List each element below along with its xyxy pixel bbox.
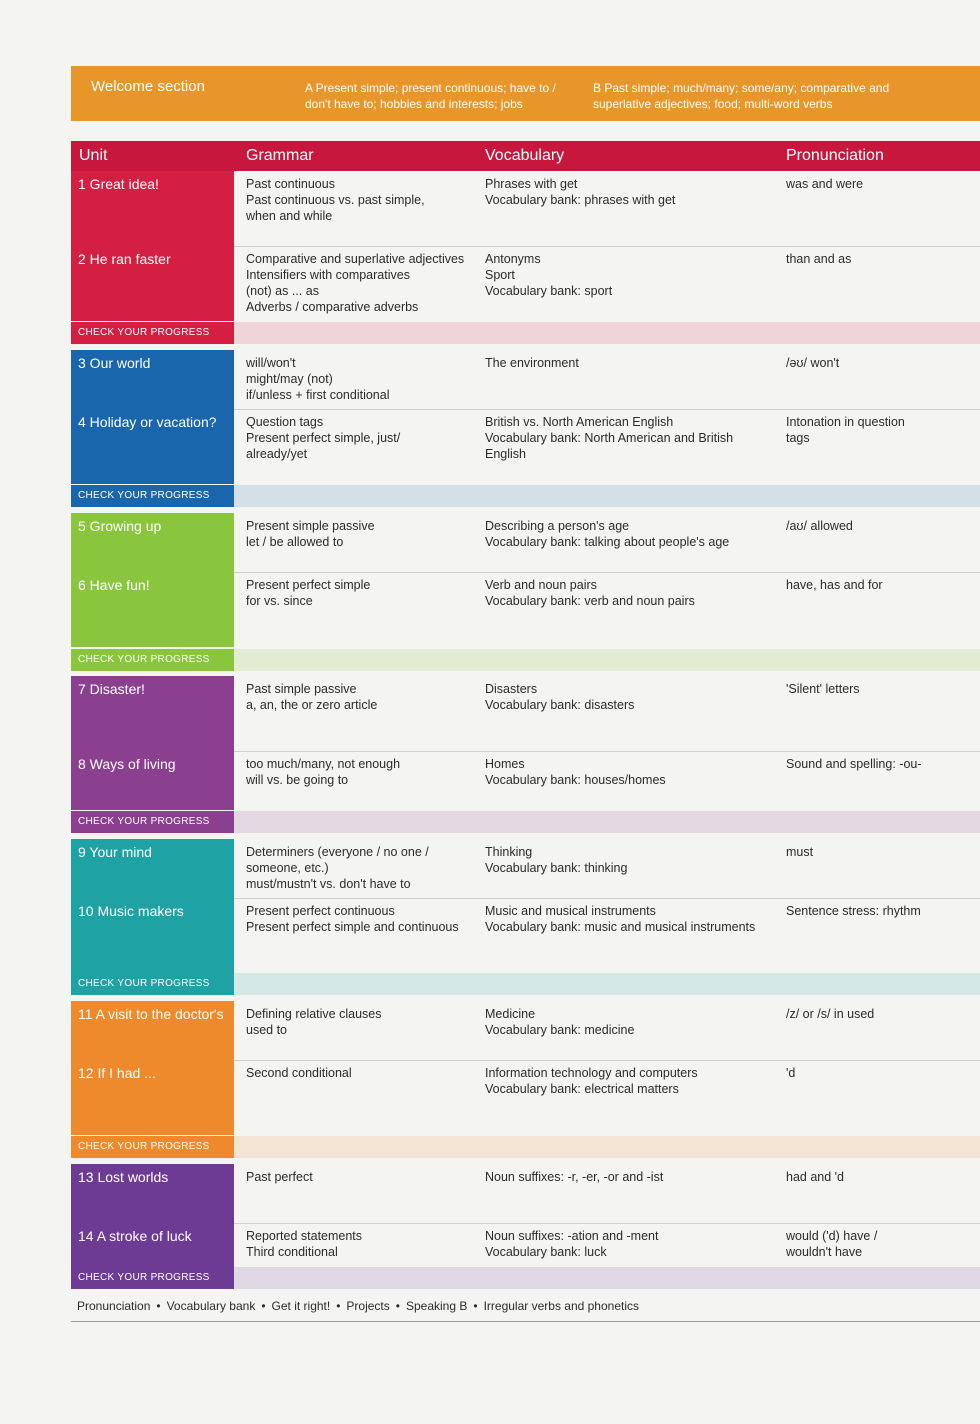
unit-title: 10 Music makers [78,903,184,919]
pronunciation-cell [786,756,922,772]
pronunciation-cell-line: Sound and spelling: -ou- [786,757,922,771]
vocabulary-cell-line: Vocabulary bank: medicine [485,1023,635,1037]
grammar-cell-line: let / be allowed to [246,535,344,549]
vocabulary-cell-line: Medicine [485,1007,536,1021]
unit-band [71,572,234,647]
grammar-cell-line: if/unless + first conditional [246,388,390,402]
pronunciation-cell [786,681,860,697]
grammar-cell [246,355,389,403]
pronunciation-cell-line: would ('d) have / [786,1229,878,1243]
unit-band [71,409,234,484]
grammar-cell [246,176,425,224]
grammar-cell-line: Present simple passive [246,519,375,533]
row-divider [234,751,980,752]
grammar-cell [246,1228,362,1260]
check-your-progress-bar [71,485,980,507]
pronunciation-cell-line: Sentence stress: rhythm [786,904,921,918]
vocabulary-cell-line: Vocabulary bank: disasters [485,698,635,712]
grammar-cell [246,414,400,462]
unit-title: 8 Ways of living [78,756,176,772]
footer-rule [71,1321,980,1322]
grammar-cell-line: Present perfect simple [246,578,371,592]
check-your-progress-label: CHECK YOUR PROGRESS [78,816,210,827]
grammar-cell-line: Adverbs / comparative adverbs [246,300,419,314]
unit-band [71,171,234,246]
unit-band [71,1164,234,1223]
header-unit: Unit [79,147,108,164]
unit-title: 14 A stroke of luck [78,1228,192,1244]
grammar-cell-line: will vs. be going to [246,773,349,787]
unit-title: 3 Our world [78,355,151,371]
row-divider [234,572,980,573]
grammar-cell-line: Third conditional [246,1245,338,1259]
grammar-cell [246,1169,313,1185]
pronunciation-cell-line: /aʊ/ allowed [786,519,853,533]
unit-band [71,898,234,973]
check-your-progress-label: CHECK YOUR PROGRESS [78,1272,210,1283]
vocabulary-cell [485,518,729,550]
check-your-progress-bar [71,649,980,671]
welcome-column-b: B Past simple; much/many; some/any; comparative and superlative adjectives; food; multi-word verbs [593,81,890,111]
vocabulary-cell-line: English [485,447,526,461]
pronunciation-cell-line: /z/ or /s/ in used [786,1007,875,1021]
unit-band [71,1001,234,1060]
pronunciation-cell [786,518,853,534]
unit-band [71,839,234,898]
grammar-cell [246,577,370,609]
vocabulary-cell-line: Disasters [485,682,538,696]
grammar-cell-line: Past perfect [246,1170,313,1184]
grammar-cell-line: someone, etc.) [246,861,329,875]
header-pronunciation: Pronunciation [786,147,884,164]
vocabulary-cell-line: Information technology and computers [485,1066,698,1080]
grammar-cell-line: (not) as ... as [246,284,319,298]
grammar-cell-line: Reported statements [246,1229,363,1243]
grammar-cell-line: Present perfect simple and continuous [246,920,459,934]
check-your-progress-label: CHECK YOUR PROGRESS [78,1141,210,1152]
check-your-progress-label: CHECK YOUR PROGRESS [78,654,210,665]
check-your-progress-bar [71,1136,980,1158]
vocabulary-cell [485,176,675,208]
pronunciation-cell [786,251,851,267]
check-your-progress-bar [71,811,980,833]
bullet-icon: • [336,1299,341,1313]
grammar-cell [246,518,375,550]
grammar-cell [246,903,459,935]
vocabulary-cell-line: Vocabulary bank: houses/homes [485,773,666,787]
footer-item: Irregular verbs and phonetics [483,1299,639,1313]
grammar-cell-line: Intensifiers with comparatives [246,268,410,282]
grammar-cell [246,756,400,788]
vocabulary-cell-line: Thinking [485,845,533,859]
row-divider [234,1223,980,1224]
unit-band [71,513,234,572]
pronunciation-cell [786,176,863,192]
footer-list [77,1299,639,1313]
vocabulary-cell [485,756,666,788]
vocabulary-cell [485,681,634,713]
footer-item: Vocabulary bank [166,1299,256,1313]
vocabulary-cell-line: Noun suffixes: -ation and -ment [485,1229,659,1243]
unit-band [71,676,234,751]
unit-title: 1 Great idea! [78,176,159,192]
grammar-cell-line: might/may (not) [246,372,333,386]
vocabulary-cell-line: Vocabulary bank: luck [485,1245,607,1259]
vocabulary-cell [485,355,579,371]
grammar-cell-line: for vs. since [246,594,313,608]
vocabulary-cell-line: Vocabulary bank: phrases with get [485,193,676,207]
row-divider [234,409,980,410]
vocabulary-cell-line: Describing a person's age [485,519,630,533]
pronunciation-cell-line: Intonation in question [786,415,905,429]
vocabulary-cell [485,1065,698,1097]
vocabulary-cell-line: Antonyms [485,252,541,266]
grammar-cell [246,681,377,713]
header-grammar: Grammar [246,147,314,164]
pronunciation-cell-line: was and were [786,177,864,191]
pronunciation-cell-line: 'Silent' letters [786,682,860,696]
unit-title: 11 A visit to the doctor's [78,1006,224,1022]
grammar-cell [246,251,464,315]
pronunciation-cell [786,1006,874,1022]
vocabulary-cell-line: Vocabulary bank: verb and noun pairs [485,594,695,608]
pronunciation-cell [786,844,813,860]
vocabulary-cell-line: Vocabulary bank: sport [485,284,613,298]
vocabulary-cell-line: Noun suffixes: -r, -er, -or and -ist [485,1170,664,1184]
grammar-cell-line: Question tags [246,415,324,429]
unit-band [71,350,234,409]
grammar-cell-line: too much/many, not enough [246,757,401,771]
table-header [71,141,980,171]
grammar-cell-line: Determiners (everyone / no one / [246,845,429,859]
unit-title: 5 Growing up [78,518,162,534]
pronunciation-cell-line: tags [786,431,810,445]
vocabulary-cell-line: Homes [485,757,525,771]
vocabulary-cell [485,1006,634,1038]
check-your-progress-bar [71,973,980,995]
grammar-cell-line: Defining relative clauses [246,1007,382,1021]
bullet-icon: • [395,1299,400,1313]
pronunciation-cell-line: than and as [786,252,852,266]
pronunciation-cell-line: /əʊ/ won't [786,356,840,370]
vocabulary-cell-line: Vocabulary bank: North American and British [485,431,734,445]
check-your-progress-bar [71,322,980,344]
check-your-progress-bar [71,1267,980,1289]
unit-band [71,1060,234,1135]
vocabulary-cell-line: Phrases with get [485,177,578,191]
vocabulary-cell-line: Vocabulary bank: thinking [485,861,628,875]
row-divider [234,898,980,899]
unit-title: 12 If I had ... [78,1065,156,1081]
grammar-cell-line: must/mustn't vs. don't have to [246,877,411,891]
unit-band [71,1223,234,1267]
unit-title: 13 Lost worlds [78,1169,169,1185]
bullet-icon: • [261,1299,266,1313]
vocabulary-cell-line: Verb and noun pairs [485,578,597,592]
pronunciation-cell [786,414,905,446]
bullet-icon: • [473,1299,478,1313]
grammar-cell [246,1006,382,1038]
vocabulary-cell [485,1169,663,1185]
pronunciation-cell-line: have, has and for [786,578,883,592]
unit-title: 6 Have fun! [78,577,150,593]
welcome-column-a: A Present simple; present continuous; have to / don't have to; hobbies and interests; jobs [305,81,556,111]
pronunciation-cell [786,355,839,371]
vocabulary-cell [485,844,627,876]
grammar-cell-line: a, an, the or zero article [246,698,378,712]
pronunciation-cell-line: had and 'd [786,1170,844,1184]
unit-band [71,246,234,321]
pronunciation-cell-line: wouldn't have [786,1245,863,1259]
check-your-progress-label: CHECK YOUR PROGRESS [78,978,210,989]
vocabulary-cell [485,1228,658,1260]
unit-title: 4 Holiday or vacation? [78,414,217,430]
welcome-title: Welcome section [91,78,205,95]
grammar-cell-line: Present perfect simple, just/ [246,431,401,445]
grammar-cell-line: already/yet [246,447,308,461]
grammar-cell-line: will/won't [246,356,296,370]
grammar-cell [246,844,429,892]
pronunciation-cell [786,577,883,593]
unit-band [71,751,234,810]
check-your-progress-label: CHECK YOUR PROGRESS [78,327,210,338]
grammar-cell-line: Second conditional [246,1066,352,1080]
grammar-cell [246,1065,352,1081]
header-vocabulary: Vocabulary [485,147,565,164]
grammar-cell-line: used to [246,1023,288,1037]
vocabulary-cell [485,903,755,935]
grammar-cell-line: when and while [246,209,333,223]
check-your-progress-label: CHECK YOUR PROGRESS [78,490,210,501]
vocabulary-cell-line: Vocabulary bank: electrical matters [485,1082,679,1096]
pronunciation-cell [786,1065,795,1081]
vocabulary-cell [485,577,695,609]
vocabulary-cell-line: Vocabulary bank: talking about people's age [485,535,730,549]
row-divider [234,1060,980,1061]
footer-item: Projects [346,1299,390,1313]
pronunciation-cell [786,903,921,919]
bullet-icon: • [156,1299,161,1313]
vocabulary-cell-line: Music and musical instruments [485,904,656,918]
footer-item: Speaking B [405,1299,468,1313]
grammar-cell-line: Past simple passive [246,682,357,696]
vocabulary-cell [485,414,733,462]
grammar-cell-line: Past continuous [246,177,335,191]
footer-item: Pronunciation [77,1299,151,1313]
footer-item: Get it right! [271,1299,331,1313]
pronunciation-cell [786,1228,877,1260]
unit-title: 2 He ran faster [78,251,171,267]
vocabulary-cell [485,251,612,299]
vocabulary-cell-line: Vocabulary bank: music and musical instruments [485,920,756,934]
grammar-cell-line: Present perfect continuous [246,904,395,918]
vocabulary-cell-line: The environment [485,356,579,370]
row-divider [234,246,980,247]
vocabulary-cell-line: Sport [485,268,515,282]
unit-title: 7 Disaster! [78,681,145,697]
grammar-cell-line: Past continuous vs. past simple, [246,193,425,207]
pronunciation-cell-line: must [786,845,814,859]
vocabulary-cell-line: British vs. North American English [485,415,674,429]
welcome-section [71,66,980,121]
pronunciation-cell-line: 'd [786,1066,796,1080]
grammar-cell-line: Comparative and superlative adjectives [246,252,465,266]
unit-title: 9 Your mind [78,844,152,860]
pronunciation-cell [786,1169,844,1185]
